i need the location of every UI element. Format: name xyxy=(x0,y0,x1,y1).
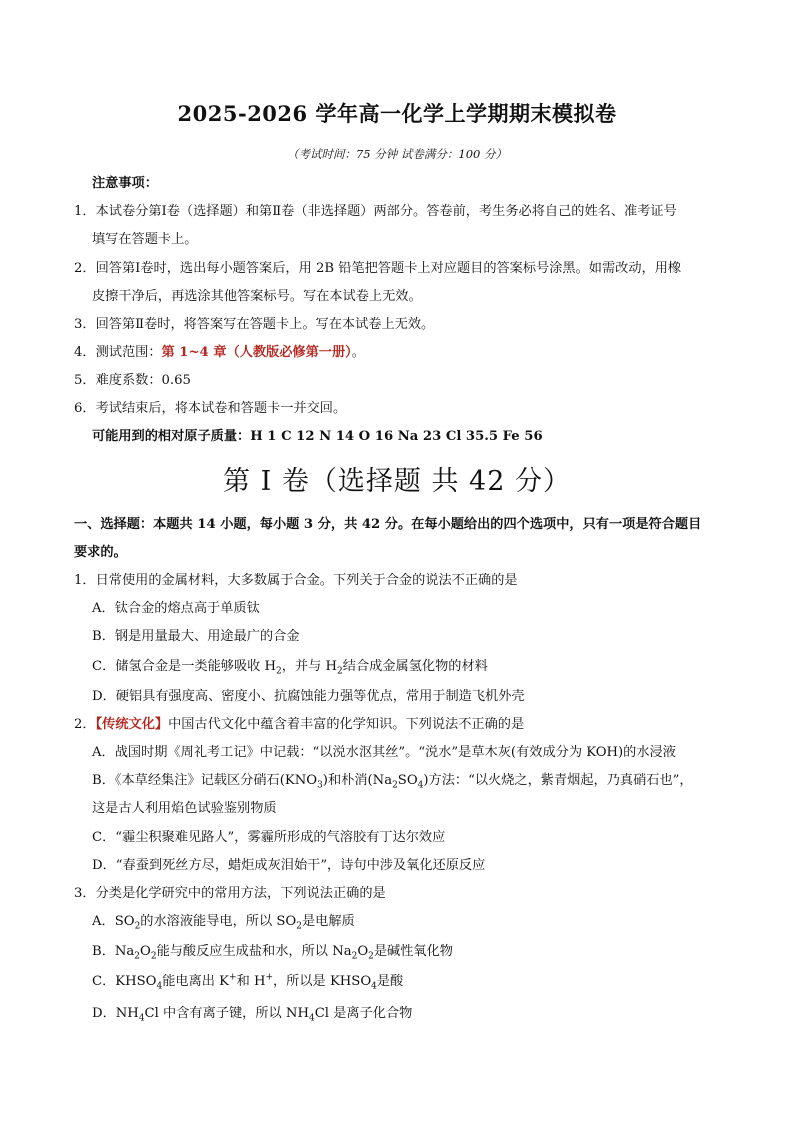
question-2-option-b-line-2: 这是古人利用焰色试验鉴别物质 xyxy=(92,801,277,816)
section-intro-line-2: 要求的。 xyxy=(74,545,127,560)
text: A．SO xyxy=(92,914,135,929)
text: B．Na xyxy=(92,944,135,959)
text: 能与酸反应生成盐和水，所以 Na xyxy=(156,944,352,959)
subscript: 2 xyxy=(368,951,374,962)
note-text: 回答第Ⅰ卷时，选出每小题答案后，用 2B 铅笔把答题卡上对应题目的答案标号涂黑。如需改动，用橡 xyxy=(95,261,682,276)
section-intro-text: 本题共 14 小题，每小题 3 分，共 42 分。在每小题给出的四个选项中，只有一项是符合题目 xyxy=(153,517,702,532)
note-2-line-1 xyxy=(74,259,681,279)
text: D．NH xyxy=(92,1006,139,1021)
atomic-masses: 可能用到的相对原子质量：H 1 C 12 N 14 O 16 Na 23 Cl 35.5 Fe 56 xyxy=(92,429,543,444)
question-2-option-d: D．“春蚕到死丝方尽，蜡炬成灰泪始干”，诗句中涉及氧化还原反应 xyxy=(92,858,486,873)
question-3-stem: 3．分类是化学研究中的常用方法，下列说法正确的是 xyxy=(74,886,386,901)
subscript: 2 xyxy=(134,951,141,962)
text: ，所以是 KHSO xyxy=(273,974,372,989)
note-4 xyxy=(74,343,365,363)
text: Cl 中含有离子键，所以 NH xyxy=(144,1006,309,1021)
text: O xyxy=(140,944,151,959)
question-1-option-d: D．硬铝具有强度高、密度小、抗腐蚀能力强等优点，常用于制造飞机外壳 xyxy=(92,689,525,704)
text: Cl 是离子化合物 xyxy=(314,1006,413,1021)
text: )方法：“以火烧之，紫青烟起，乃真硝石也”， xyxy=(423,773,693,788)
notes-heading: 注意事项： xyxy=(92,176,158,191)
text: ，并与 H xyxy=(281,659,338,674)
subscript: 4 xyxy=(156,981,163,992)
note-4-prefix: 4．测试范围： xyxy=(74,345,162,360)
topic-tag: 【传统文化】 xyxy=(95,717,169,732)
question-2-option-b-line-1 xyxy=(92,771,693,791)
question-1-option-c xyxy=(92,657,488,677)
text: 是碱性氧化物 xyxy=(373,944,453,959)
question-3-option-a xyxy=(92,912,355,932)
note-3 xyxy=(74,315,434,335)
text: 能电离出 K xyxy=(162,974,230,989)
subscript: 2 xyxy=(296,921,302,932)
subscript: 4 xyxy=(308,1013,315,1024)
subscript: 2 xyxy=(392,780,398,791)
section-intro-line-1 xyxy=(74,515,701,535)
note-text: 回答第Ⅱ卷时，将答案写在答题卡上。写在本试卷上无效。 xyxy=(95,317,435,332)
text: )和朴消(Na xyxy=(322,773,393,788)
text: 是酸 xyxy=(376,974,404,989)
question-text: 中国古代文化中蕴含着丰富的化学知识。下列说法不正确的是 xyxy=(168,717,525,732)
text: SO xyxy=(397,773,418,788)
text: C．KHSO xyxy=(92,974,157,989)
question-2-option-c: C．“霾尘积聚难见路人”，雾霾所形成的气溶胶有丁达尔效应 xyxy=(92,830,446,845)
note-1-line-2: 填写在答题卡上。 xyxy=(92,232,198,247)
subscript: 2 xyxy=(150,951,157,962)
note-5: 5．难度系数：0.65 xyxy=(74,373,191,388)
note-number: 3． xyxy=(74,317,96,332)
subscript: 2 xyxy=(134,921,141,932)
question-2-option-a: A．战国时期《周礼考工记》中记载：“以涚水沤其丝”。“涚水”是草木灰(有效成分为 KOH)的水浸液 xyxy=(92,745,676,760)
test-scope: 第 1~4 章（人教版必修第一册） xyxy=(161,345,352,360)
subscript: 4 xyxy=(138,1013,145,1024)
question-number: 2． xyxy=(74,717,96,732)
note-4-suffix: 。 xyxy=(351,345,365,360)
subscript: 2 xyxy=(337,666,343,677)
text: 是电解质 xyxy=(301,914,355,929)
note-number: 1． xyxy=(74,204,96,219)
exam-title: 2025-2026 学年高一化学上学期期末模拟卷 xyxy=(177,101,617,126)
question-1-stem: 1．日常使用的金属材料，大多数属于合金。下列关于合金的说法不正确的是 xyxy=(74,573,518,588)
question-1-option-b: B．钢是用量最大、用途最广的合金 xyxy=(92,629,300,644)
subscript: 3 xyxy=(317,780,323,791)
note-6: 6．考试结束后，将本试卷和答题卡一并交回。 xyxy=(74,401,347,416)
question-3-option-c xyxy=(92,972,403,992)
note-number: 2． xyxy=(74,261,96,276)
question-3-option-d xyxy=(92,1004,412,1024)
question-3-option-b xyxy=(92,942,453,962)
text: 和 H xyxy=(236,974,266,989)
note-1-line-1 xyxy=(74,202,677,222)
text: 结合成金属氢化物的材料 xyxy=(342,659,488,674)
question-2-stem xyxy=(74,715,524,735)
subscript: 4 xyxy=(371,981,377,992)
subscript: 4 xyxy=(417,780,424,791)
subscript: 2 xyxy=(276,666,282,677)
text: C．储氢合金是一类能够吸收 H xyxy=(92,659,277,674)
section-title: 第 I 卷（选择题 共 42 分） xyxy=(223,466,571,497)
text: O xyxy=(357,944,369,959)
note-text: 本试卷分第Ⅰ卷（选择题）和第Ⅱ卷（非选择题）两部分。答卷前，考生务必将自己的姓名、准考证号 xyxy=(95,204,677,219)
note-2-line-2: 皮擦干净后，再选涂其他答案标号。写在本试卷上无效。 xyxy=(92,289,422,304)
subscript: 2 xyxy=(351,951,358,962)
superscript: + xyxy=(265,972,273,983)
text: 的水溶液能导电，所以 SO xyxy=(140,914,297,929)
superscript: + xyxy=(229,972,237,983)
question-1-option-a: A．钛合金的熔点高于单质钛 xyxy=(92,601,260,616)
exam-subtitle: （考试时间：75 分钟 试卷满分：100 分） xyxy=(286,147,508,161)
section-intro-prefix: 一、选择题： xyxy=(74,517,154,532)
text: B．《本草经集注》记载区分硝石(KNO xyxy=(92,773,318,788)
